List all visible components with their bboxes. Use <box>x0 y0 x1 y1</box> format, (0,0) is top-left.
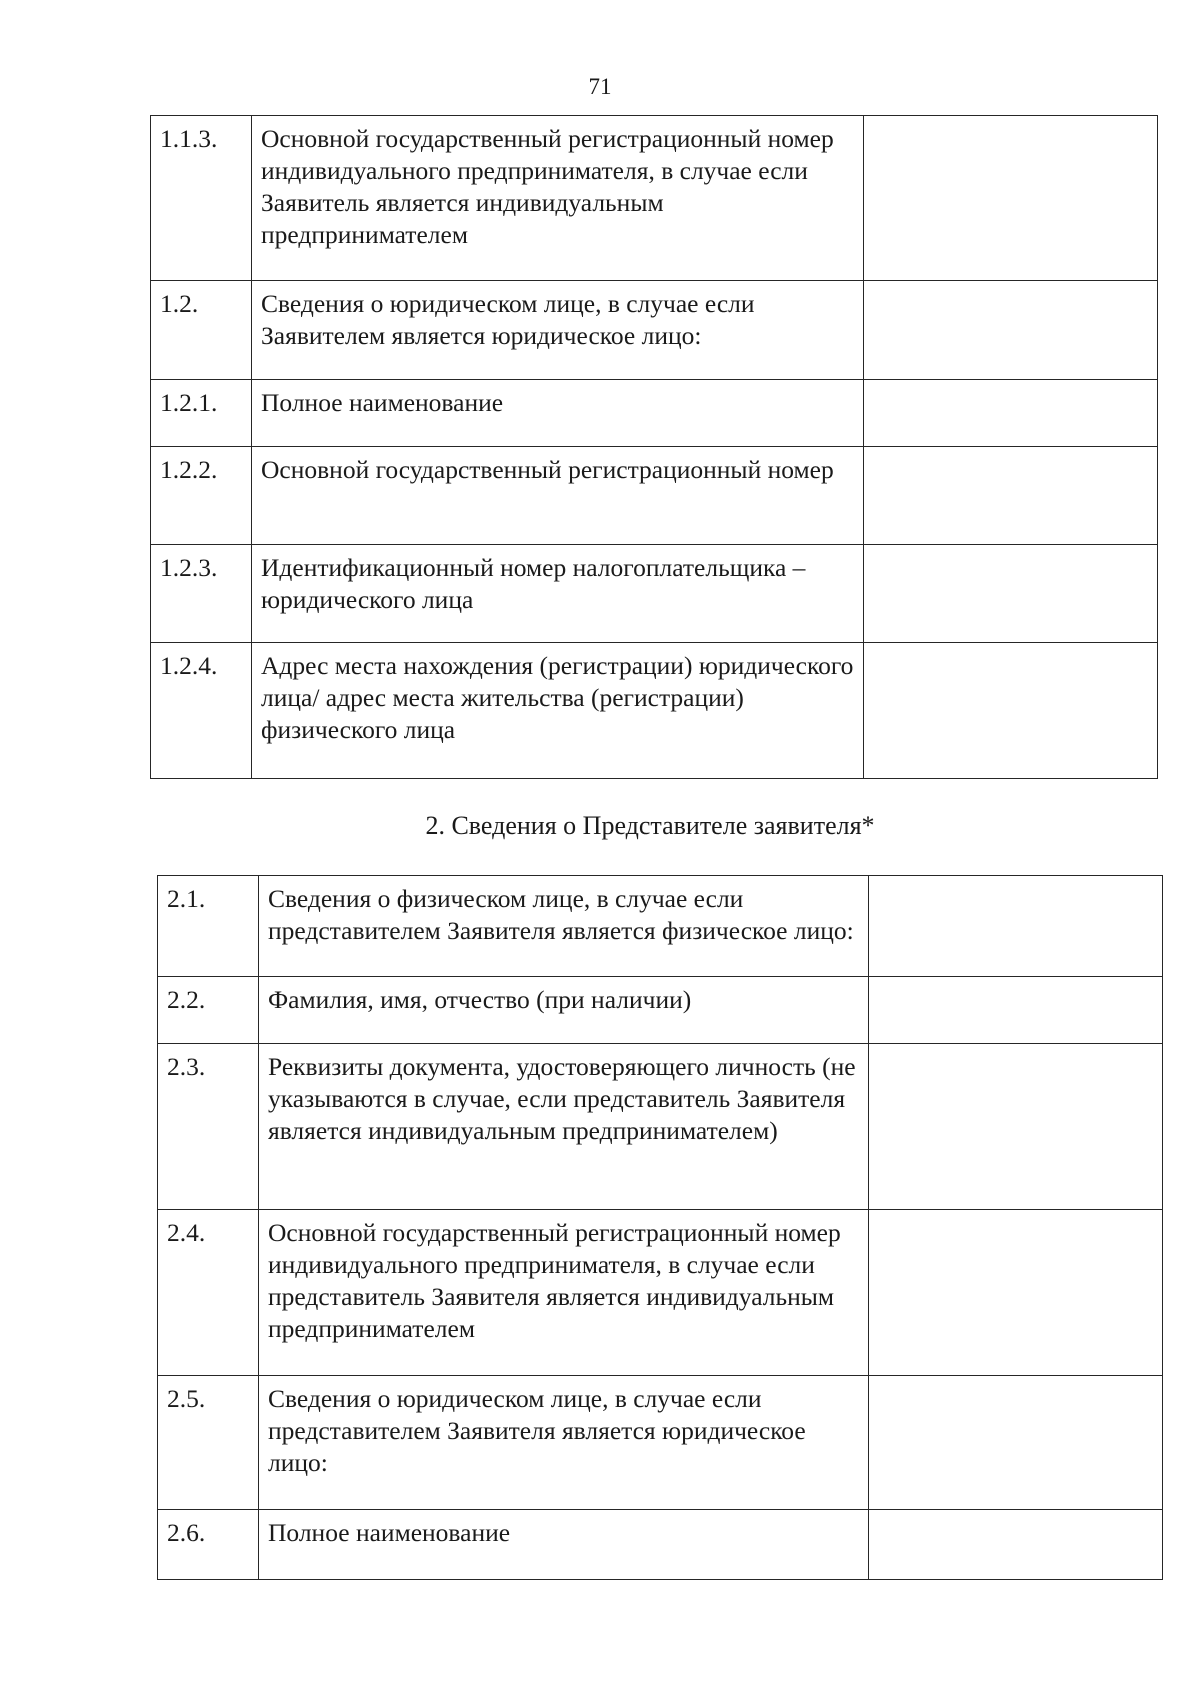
row-description: Основной государственный регистрационный номер индивидуального предпринимателя, в случае если представитель Заявителя является индивидуальным предпринимателем <box>259 1210 869 1376</box>
row-description: Реквизиты документа, удостоверяющего личность (не указываются в случае, если представитель Заявителя является индивидуальным предпринимателем) <box>259 1044 869 1210</box>
row-value-cell[interactable] <box>869 1510 1163 1580</box>
row-number: 2.3. <box>158 1044 259 1210</box>
row-value-cell[interactable] <box>869 1210 1163 1376</box>
table-row <box>158 876 1163 977</box>
table-row <box>151 545 1158 643</box>
row-number: 2.5. <box>158 1376 259 1510</box>
row-number: 1.2.1. <box>151 380 252 447</box>
row-value-cell[interactable] <box>864 380 1158 447</box>
row-description: Сведения о юридическом лице, в случае если представителем Заявителя является юридическое лицо: <box>259 1376 869 1510</box>
row-number: 1.2.4. <box>151 643 252 779</box>
row-number: 1.2.3. <box>151 545 252 643</box>
table-row <box>158 977 1163 1044</box>
table-row <box>151 380 1158 447</box>
section-heading: 2. Сведения о Представителе заявителя* <box>425 811 875 840</box>
table-row <box>151 643 1158 779</box>
row-value-cell[interactable] <box>864 545 1158 643</box>
row-value-cell[interactable] <box>864 447 1158 545</box>
row-value-cell[interactable] <box>869 876 1163 977</box>
table-row <box>151 281 1158 380</box>
row-description: Фамилия, имя, отчество (при наличии) <box>259 977 869 1044</box>
row-description: Сведения о юридическом лице, в случае если Заявителем является юридическое лицо: <box>252 281 864 380</box>
row-description: Основной государственный регистрационный номер индивидуального предпринимателя, в случае если Заявитель является индивидуальным предпринимателем <box>252 116 864 281</box>
table-row <box>158 1510 1163 1580</box>
row-number: 2.2. <box>158 977 259 1044</box>
table-row <box>151 116 1158 281</box>
row-value-cell[interactable] <box>864 281 1158 380</box>
row-number: 1.2.2. <box>151 447 252 545</box>
row-description: Полное наименование <box>259 1510 869 1580</box>
table-row <box>151 447 1158 545</box>
row-number: 2.6. <box>158 1510 259 1580</box>
table-row <box>158 1044 1163 1210</box>
row-value-cell[interactable] <box>869 977 1163 1044</box>
row-description: Сведения о физическом лице, в случае если представителем Заявителя является физическое лицо: <box>259 876 869 977</box>
row-value-cell[interactable] <box>864 116 1158 281</box>
row-value-cell[interactable] <box>864 643 1158 779</box>
row-value-cell[interactable] <box>869 1044 1163 1210</box>
row-number: 1.1.3. <box>151 116 252 281</box>
row-number: 2.4. <box>158 1210 259 1376</box>
row-number: 1.2. <box>151 281 252 380</box>
representative-info-table <box>157 875 1163 1580</box>
row-description: Полное наименование <box>252 380 864 447</box>
row-description: Адрес места нахождения (регистрации) юридического лица/ адрес места жительства (регистрации) физического лица <box>252 643 864 779</box>
table-row <box>158 1210 1163 1376</box>
row-description: Идентификационный номер налогоплательщика – юридического лица <box>252 545 864 643</box>
row-description: Основной государственный регистрационный номер <box>252 447 864 545</box>
row-value-cell[interactable] <box>869 1376 1163 1510</box>
row-number: 2.1. <box>158 876 259 977</box>
applicant-info-table <box>150 115 1158 779</box>
table-row <box>158 1376 1163 1510</box>
page-number: 71 <box>588 74 612 99</box>
